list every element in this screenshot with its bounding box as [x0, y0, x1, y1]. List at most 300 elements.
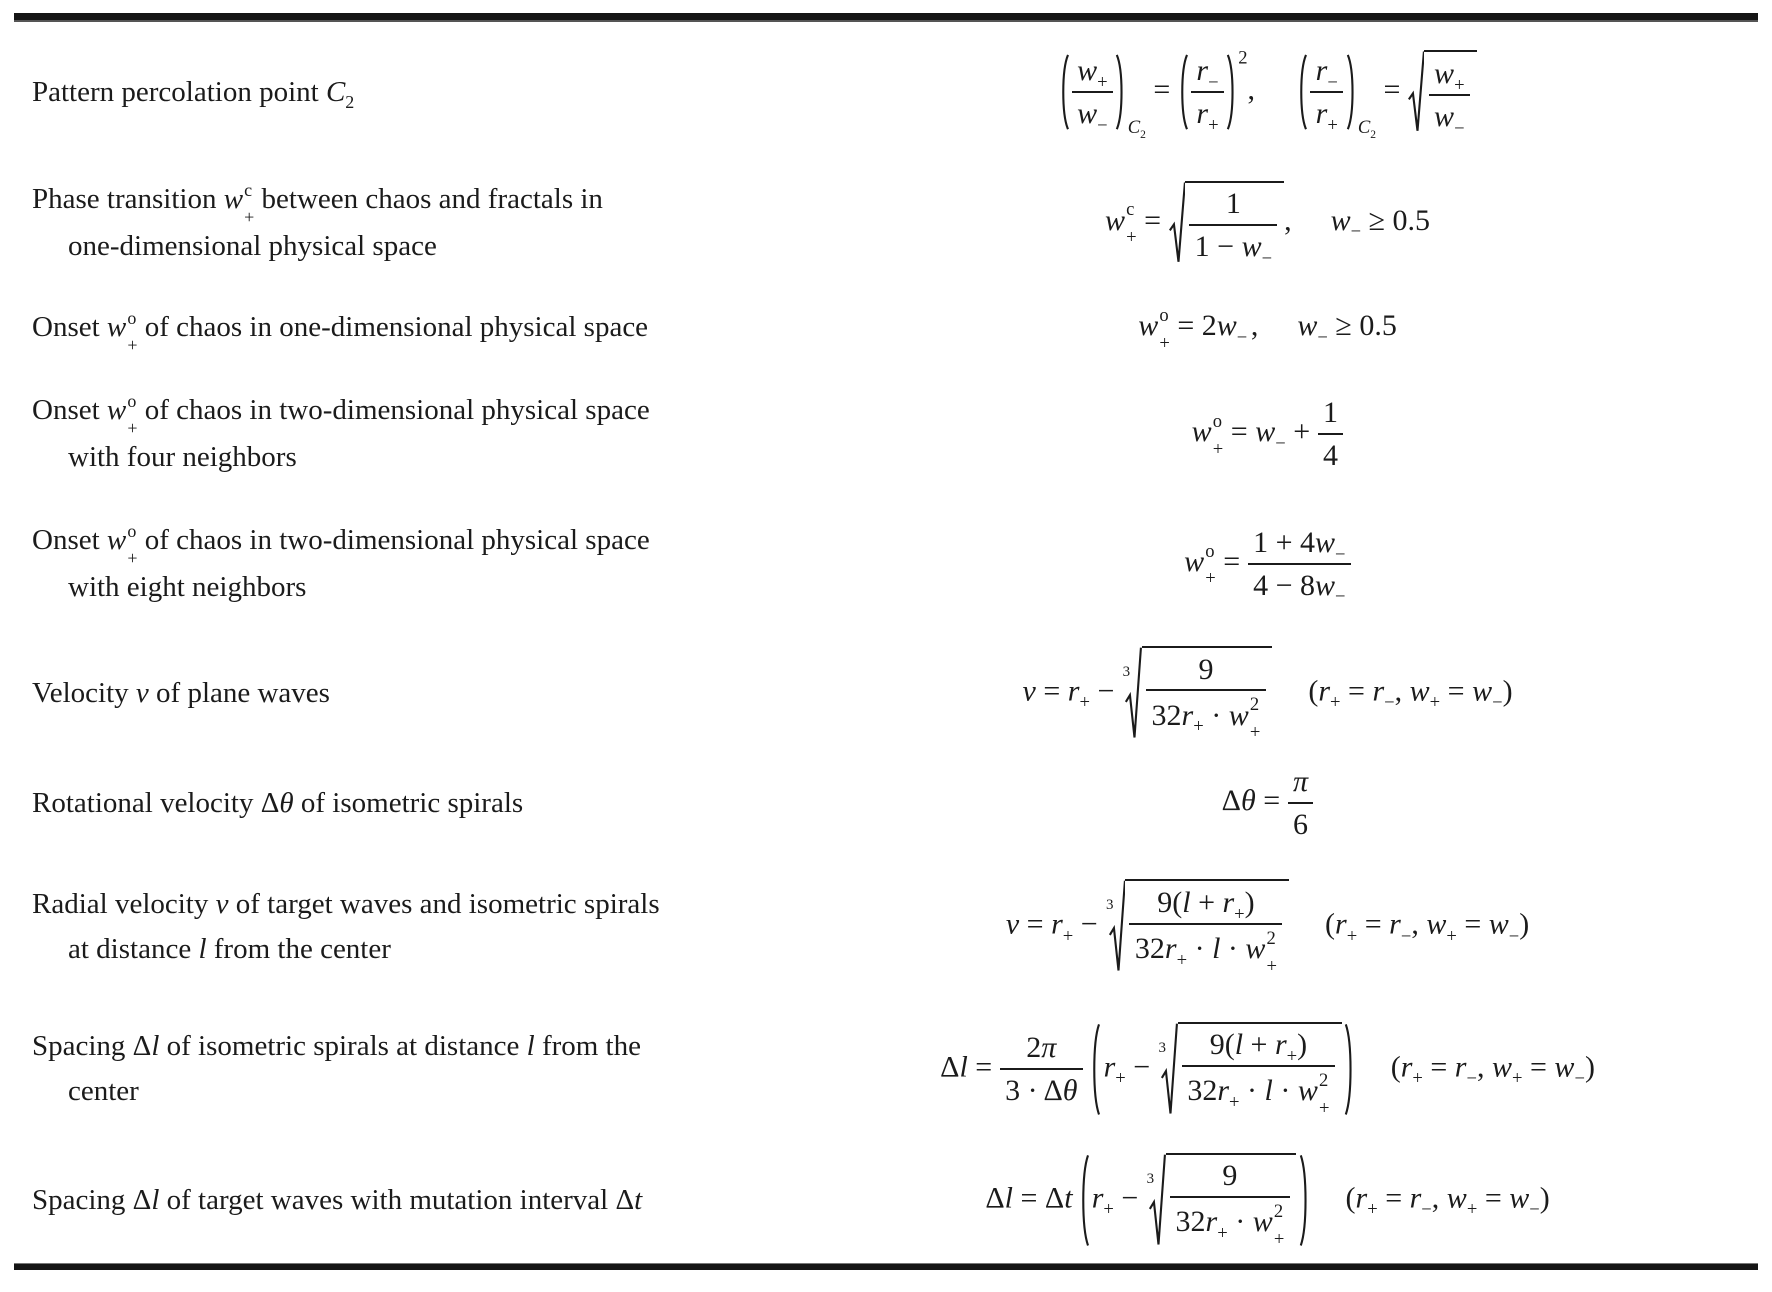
math-text: =	[1223, 415, 1256, 449]
math-text: +	[1286, 1046, 1298, 1068]
math-text: 4	[1323, 439, 1339, 473]
math-supsub-stack	[1204, 540, 1216, 590]
math-text: +	[1412, 1067, 1423, 1089]
math-row	[68, 1075, 139, 1107]
fraction-denominator	[1248, 563, 1351, 608]
math-text: −	[1208, 71, 1219, 93]
math-text: (	[1390, 1050, 1401, 1084]
math-subscript	[1275, 433, 1286, 454]
fraction-numerator	[1129, 885, 1282, 923]
math-text: +	[1193, 716, 1204, 738]
math-row	[32, 888, 660, 920]
label-line	[32, 1178, 815, 1223]
math-text: Δ	[1221, 784, 1241, 818]
math-text: 2	[1140, 128, 1146, 141]
math-row	[1105, 181, 1431, 270]
math-italic: l	[198, 932, 207, 965]
math-italic: C	[1127, 116, 1141, 138]
math-text: 9(	[1209, 1028, 1235, 1062]
root-body	[1125, 879, 1289, 977]
math-italic: r	[1181, 698, 1194, 732]
label-line	[32, 224, 815, 269]
math-text: +	[1062, 925, 1074, 947]
fraction-denominator	[1000, 1068, 1083, 1108]
row-label	[0, 388, 815, 480]
math-italic: l	[1234, 1028, 1244, 1062]
math-text: =	[1477, 1181, 1510, 1215]
math-text: −	[1317, 327, 1328, 349]
radical-sign-icon	[1408, 50, 1425, 134]
math-row	[1127, 116, 1146, 141]
math-italic: r	[1372, 674, 1385, 708]
fraction-denominator	[1429, 94, 1470, 139]
math-fence	[1059, 53, 1146, 141]
math-text: one-dimensional physical space	[68, 229, 437, 262]
math-text: Velocity	[32, 676, 136, 709]
math-subscript	[1529, 1199, 1540, 1220]
math-subscript	[1467, 1199, 1478, 1220]
table-row	[0, 754, 1772, 853]
math-text: +	[1367, 1198, 1378, 1220]
label-line	[32, 1024, 815, 1069]
math-text: +	[1327, 114, 1338, 136]
math-subscript	[1492, 692, 1503, 713]
math-text: Spacing Δ	[32, 1183, 152, 1216]
math-supsub-stack	[1212, 410, 1224, 460]
math-subscript	[1421, 1199, 1432, 1220]
math-text: 2	[345, 92, 355, 113]
math-italic: C	[325, 75, 346, 108]
label-line	[32, 565, 815, 610]
math-text: )	[1584, 1050, 1595, 1084]
math-text: −	[1261, 248, 1273, 270]
math-row	[1323, 439, 1338, 472]
math-text: ·	[1203, 698, 1229, 732]
math-italic: C	[1357, 116, 1371, 138]
math-supsub-stack	[126, 392, 137, 437]
math-text: =	[1422, 1050, 1455, 1084]
table-row	[0, 22, 1772, 162]
math-italic: w	[1472, 674, 1493, 708]
math-text: ,	[1394, 674, 1410, 708]
math-text: −	[1421, 1198, 1432, 1220]
math-italic: w	[1297, 1074, 1318, 1108]
math-text: −	[1089, 674, 1122, 708]
math-text: 9	[1222, 1159, 1238, 1193]
math-subscript	[1446, 926, 1457, 947]
math-italic: v	[1005, 907, 1020, 941]
math-row	[1293, 765, 1308, 798]
fraction-denominator	[1129, 923, 1282, 977]
math-text: −	[1466, 1067, 1477, 1089]
math-row	[1253, 525, 1346, 565]
math-subscript	[1335, 586, 1346, 607]
math-subscript	[1454, 75, 1465, 96]
math-fraction	[1182, 1027, 1335, 1119]
math-italic: r	[1222, 885, 1235, 919]
label-line	[32, 1069, 815, 1114]
math-fraction	[1129, 885, 1282, 977]
math-text: +	[1512, 1067, 1523, 1089]
math-row	[32, 75, 355, 113]
fraction-numerator	[1146, 652, 1266, 690]
math-text: +	[1176, 949, 1188, 971]
math-text: )	[1297, 1028, 1308, 1062]
math-italic: w	[1434, 99, 1455, 133]
paren-left-icon	[1178, 53, 1189, 131]
math-italic: w	[1297, 309, 1318, 343]
label-line	[32, 305, 815, 355]
math-text: −	[1350, 221, 1362, 243]
label-line	[32, 388, 815, 439]
fraction-denominator	[1072, 91, 1113, 136]
math-italic: l	[526, 1030, 535, 1063]
fraction-denominator	[1146, 689, 1266, 744]
math-italic: v	[215, 887, 229, 920]
math-text: −	[1275, 433, 1286, 455]
math-italic: l	[1182, 885, 1191, 919]
math-italic: r	[1205, 1205, 1218, 1239]
math-text: +	[1446, 925, 1457, 947]
math-italic: w	[1184, 544, 1205, 578]
math-text: =	[1522, 1050, 1555, 1084]
math-row	[68, 933, 391, 965]
math-text: Rotational velocity Δ	[32, 786, 280, 819]
math-fence	[1178, 47, 1248, 136]
math-text: +	[1319, 1097, 1330, 1119]
math-italic: l	[1004, 1181, 1013, 1215]
math-italic: w	[1216, 309, 1237, 343]
math-supsub-stack	[1249, 696, 1261, 742]
math-text: ·	[1220, 931, 1246, 965]
math-italic: r	[1389, 907, 1401, 941]
math-row	[1005, 879, 1530, 977]
paren-left-icon	[1297, 53, 1308, 131]
math-italic: θ	[279, 786, 294, 819]
math-text: c	[244, 179, 253, 200]
math-italic: w	[1554, 1050, 1575, 1084]
math-subscript	[1351, 221, 1362, 242]
math-text: +	[1229, 1092, 1240, 1114]
fence-body	[1069, 53, 1115, 136]
fraction-numerator	[1000, 1030, 1083, 1068]
math-text: = Δ	[1012, 1181, 1065, 1215]
math-row	[1209, 1028, 1308, 1068]
math-subscript	[1177, 950, 1188, 971]
math-row	[1077, 54, 1108, 93]
math-text: of target waves and isometric spirals	[228, 887, 660, 920]
math-row	[1092, 1153, 1297, 1248]
fence-body	[1308, 53, 1346, 136]
math-italic: r	[1091, 1181, 1104, 1215]
math-row	[1434, 56, 1465, 96]
math-text: ,	[1431, 1181, 1447, 1215]
math-row	[32, 179, 603, 227]
math-text: +	[1208, 114, 1219, 136]
math-row	[68, 230, 437, 262]
math-subscript	[1140, 128, 1146, 140]
paren-left-icon	[1090, 1022, 1101, 1117]
math-subscript	[1454, 118, 1465, 139]
math-text: +	[1429, 692, 1441, 714]
math-text: with four neighbors	[68, 441, 297, 474]
math-italic: w	[1255, 415, 1276, 449]
label-line	[32, 518, 815, 568]
math-text: −	[1454, 117, 1465, 139]
math-subscript	[1097, 72, 1108, 93]
math-subscript	[1217, 1223, 1228, 1244]
math-italic: t	[1064, 1181, 1073, 1215]
math-fraction	[1288, 764, 1314, 842]
math-italic: w	[1409, 674, 1430, 708]
math-text: +	[1079, 692, 1090, 714]
math-text: +	[1190, 885, 1223, 919]
math-subscript	[1237, 327, 1248, 348]
math-subscript	[1193, 716, 1204, 737]
math-root	[1146, 1153, 1296, 1248]
math-italic: l	[1264, 1074, 1273, 1108]
math-row	[940, 1022, 1595, 1117]
math-text: −	[1113, 1181, 1146, 1215]
math-italic: w	[1315, 568, 1336, 602]
math-text: ·	[1239, 1074, 1265, 1108]
root-index: 3	[1158, 1039, 1166, 1056]
row-formula	[815, 764, 1772, 842]
math-text: of target waves with mutation interval Δ	[159, 1183, 635, 1216]
math-italic: r	[1318, 674, 1331, 708]
math-text: =	[1340, 674, 1373, 708]
math-italic: v	[135, 676, 149, 709]
math-italic: l	[1212, 931, 1221, 965]
math-row	[1196, 54, 1219, 93]
math-subscript	[1327, 72, 1338, 93]
paren-left-icon	[1079, 1153, 1090, 1248]
math-row	[1187, 1070, 1330, 1119]
math-text: )	[1502, 674, 1513, 708]
fence-superscript	[1237, 49, 1247, 68]
math-subscript	[1370, 128, 1376, 140]
math-row	[1022, 646, 1513, 744]
math-text: (	[1308, 674, 1319, 708]
math-italic: w	[1191, 415, 1212, 449]
fraction-numerator	[1288, 764, 1314, 802]
math-text: 2	[1319, 1070, 1329, 1091]
math-text: =	[1019, 907, 1052, 941]
math-row	[32, 787, 523, 819]
fraction-numerator	[1310, 53, 1343, 91]
math-italic: w	[1241, 230, 1262, 264]
math-italic: w	[1077, 96, 1098, 130]
math-row	[1157, 885, 1255, 925]
row-formula	[815, 395, 1772, 473]
math-text: )	[1539, 1181, 1550, 1215]
fraction-denominator	[1288, 802, 1314, 842]
row-formula	[815, 879, 1772, 977]
paren-right-icon	[1226, 53, 1237, 131]
math-italic: r	[1355, 1181, 1368, 1215]
math-text: +	[127, 334, 138, 355]
math-italic: θ	[1240, 784, 1256, 818]
math-text: ·	[1272, 1074, 1298, 1108]
math-fraction	[1318, 395, 1344, 473]
math-text: ,	[1411, 907, 1427, 941]
row-label	[0, 518, 815, 610]
math-row	[1357, 116, 1377, 141]
math-text: 6	[1293, 807, 1309, 841]
math-fraction	[1429, 56, 1470, 139]
math-subscript	[1330, 692, 1341, 713]
row-label	[0, 1024, 815, 1114]
math-row	[1151, 694, 1261, 744]
math-text: +	[1454, 74, 1465, 96]
math-fraction	[1146, 652, 1266, 744]
math-subscript	[1512, 1068, 1523, 1089]
math-subscript	[1063, 926, 1074, 947]
fraction-denominator	[1318, 433, 1344, 473]
fraction-numerator	[1182, 1027, 1335, 1068]
math-row	[1170, 1158, 1290, 1250]
math-supsub-stack	[126, 309, 137, 354]
math-row	[1434, 99, 1465, 139]
math-row	[1072, 53, 1113, 136]
math-subscript	[1367, 1199, 1378, 1220]
math-text: 3 · Δ	[1005, 1073, 1063, 1107]
math-text: =	[967, 1050, 1000, 1084]
table-row	[0, 853, 1772, 1001]
root-index: 3	[1146, 1170, 1155, 1187]
math-italic: r	[1067, 674, 1080, 708]
math-italic: w	[1228, 698, 1249, 732]
math-text: 32	[1134, 931, 1165, 965]
root-body	[1178, 1022, 1342, 1117]
math-subscript	[1097, 115, 1108, 136]
math-row	[1005, 1074, 1077, 1107]
math-text: +	[1212, 438, 1224, 460]
fence-subscript	[1126, 116, 1146, 141]
math-text: 32	[1187, 1074, 1218, 1108]
math-root	[1408, 50, 1477, 139]
math-text: 9(	[1157, 885, 1183, 919]
row-formula	[815, 181, 1772, 270]
row-formula	[815, 1022, 1772, 1117]
math-text: Δ	[940, 1050, 960, 1084]
math-text: ≥ 0.5	[1361, 203, 1431, 237]
math-supsub-stack	[1158, 307, 1170, 353]
math-text: =	[1376, 73, 1408, 107]
math-text: +	[1103, 1198, 1114, 1220]
math-text: +	[1159, 333, 1170, 355]
math-text: o	[127, 307, 137, 328]
math-text: +	[1466, 1198, 1478, 1220]
table-body	[0, 22, 1772, 1263]
math-row	[68, 571, 306, 603]
math-row	[1226, 187, 1241, 220]
math-text: +	[1330, 692, 1341, 714]
math-fence	[1090, 1022, 1354, 1117]
math-row	[1315, 54, 1338, 93]
math-italic: r	[1196, 54, 1209, 88]
math-subscript	[1287, 1046, 1298, 1067]
math-italic: l	[151, 1030, 160, 1063]
math-text: 2	[1370, 128, 1377, 141]
math-text: =	[1136, 203, 1169, 237]
math-text: Onset	[32, 524, 107, 556]
math-supsub-stack	[1318, 1072, 1330, 1118]
table-row	[0, 283, 1772, 374]
fraction-numerator	[1429, 56, 1470, 94]
fraction-denominator	[1189, 224, 1277, 270]
table-row	[0, 1137, 1772, 1263]
math-text: of chaos in one-dimensional physical space	[137, 311, 649, 344]
math-subscript	[1384, 692, 1395, 713]
math-text: Radial velocity	[32, 887, 216, 920]
math-text: −	[1327, 71, 1338, 93]
math-text: +	[1273, 1228, 1285, 1250]
label-line	[32, 435, 815, 480]
math-text: +	[1217, 1223, 1228, 1245]
math-text: −	[1073, 907, 1106, 941]
math-supsub-stack	[1265, 927, 1278, 977]
label-line	[32, 882, 815, 927]
math-text: −	[1335, 586, 1346, 608]
math-supsub-stack	[1125, 201, 1137, 247]
fence-body	[1189, 53, 1227, 136]
math-row	[1253, 568, 1346, 608]
math-italic: θ	[1062, 1073, 1078, 1107]
math-subscript	[1574, 1068, 1585, 1089]
math-text: of isometric spirals	[293, 786, 524, 819]
math-text: Spacing Δ	[32, 1030, 152, 1063]
math-root	[1105, 879, 1289, 977]
math-text: of chaos in two-dimensional physical space	[137, 524, 650, 556]
table-top-rule	[14, 13, 1758, 22]
math-subscript	[1208, 115, 1219, 136]
math-subscript	[1208, 72, 1219, 93]
math-row	[1134, 927, 1278, 977]
math-text: Δ	[985, 1181, 1005, 1215]
fraction-numerator	[1248, 525, 1351, 563]
math-text: Onset	[32, 394, 107, 427]
math-italic: l	[959, 1050, 968, 1084]
math-row	[1129, 885, 1282, 977]
math-row	[1026, 1031, 1056, 1064]
math-italic: w	[1426, 907, 1447, 941]
math-fraction	[1310, 53, 1343, 136]
math-subscript	[1347, 926, 1358, 947]
math-text: +	[244, 206, 255, 227]
math-row	[32, 1030, 641, 1062]
math-italic: r	[1400, 1050, 1413, 1084]
row-label	[0, 305, 815, 355]
math-row	[1077, 96, 1108, 136]
math-row	[1146, 652, 1266, 744]
math-row	[1059, 47, 1477, 141]
math-text: −	[1384, 692, 1395, 714]
root-body	[1424, 50, 1476, 139]
label-line	[32, 70, 815, 115]
math-text: +	[1346, 925, 1358, 947]
math-text: )	[1244, 885, 1255, 919]
math-italic: π	[1293, 765, 1309, 799]
math-text: =	[1035, 674, 1068, 708]
math-text: at distance	[68, 932, 199, 965]
math-subscript	[1115, 1068, 1126, 1089]
row-label	[0, 671, 815, 716]
radical-sign-icon	[1169, 181, 1186, 265]
math-row	[1184, 525, 1351, 608]
math-row	[1138, 305, 1397, 355]
math-text: −	[1236, 327, 1248, 349]
